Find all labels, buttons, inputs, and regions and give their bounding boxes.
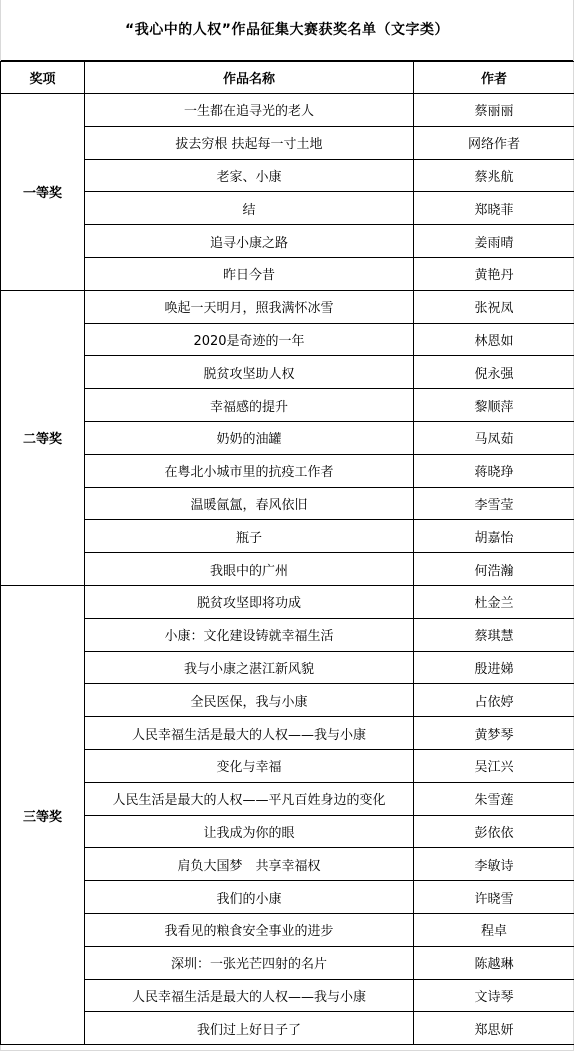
author-cell: 黄艳丹 [414, 257, 574, 290]
award-level-cell: 三等奖 [1, 585, 85, 1044]
work-title-cell: 我们过上好日子了 [85, 1012, 414, 1045]
work-title-cell: 变化与幸福 [85, 749, 414, 782]
author-cell: 林恩如 [414, 323, 574, 356]
author-cell: 张祝凤 [414, 290, 574, 323]
work-title-cell: 幸福感的提升 [85, 389, 414, 422]
work-title-cell: 一生都在追寻光的老人 [85, 94, 414, 127]
table-row [1, 815, 574, 848]
header-award: 奖项 [1, 62, 85, 94]
author-cell: 程卓 [414, 913, 574, 946]
table-body [1, 94, 574, 1045]
table-row [1, 159, 574, 192]
author-cell: 文诗琴 [414, 979, 574, 1012]
work-title-cell: 老家、小康 [85, 159, 414, 192]
author-cell: 郑晓菲 [414, 192, 574, 225]
author-cell: 占依婷 [414, 684, 574, 717]
work-title-cell: 让我成为你的眼 [85, 815, 414, 848]
author-cell: 黎顺萍 [414, 389, 574, 422]
author-cell: 彭依依 [414, 815, 574, 848]
table-row [1, 913, 574, 946]
author-cell: 殷进娣 [414, 651, 574, 684]
table-row [1, 290, 574, 323]
award-level-cell: 一等奖 [1, 94, 85, 291]
table-row [1, 389, 574, 422]
work-title-cell: 瓶子 [85, 520, 414, 553]
table-row [1, 487, 574, 520]
author-cell: 黄梦琴 [414, 717, 574, 750]
table-row [1, 782, 574, 815]
table-row [1, 454, 574, 487]
award-table [0, 61, 574, 1045]
table-row [1, 520, 574, 553]
table-row [1, 651, 574, 684]
work-title-cell: 人民幸福生活是最大的人权——我与小康 [85, 717, 414, 750]
author-cell: 李雪莹 [414, 487, 574, 520]
work-title-cell: 脱贫攻坚助人权 [85, 356, 414, 389]
table-row [1, 257, 574, 290]
author-cell: 马凤茹 [414, 421, 574, 454]
author-cell: 陈越琳 [414, 946, 574, 979]
work-title-cell: 昨日今昔 [85, 257, 414, 290]
work-title-cell: 唤起一天明月，照我满怀冰雪 [85, 290, 414, 323]
table-row [1, 94, 574, 127]
table-row [1, 1012, 574, 1045]
author-cell: 何浩瀚 [414, 553, 574, 586]
work-title-cell: 奶奶的油罐 [85, 421, 414, 454]
table-row [1, 585, 574, 618]
work-title-cell: 全民医保，我与小康 [85, 684, 414, 717]
table-row [1, 192, 574, 225]
author-cell: 吴江兴 [414, 749, 574, 782]
work-title-cell: 小康：文化建设铸就幸福生活 [85, 618, 414, 651]
table-row [1, 749, 574, 782]
work-title-cell: 深圳：一张光芒四射的名片 [85, 946, 414, 979]
table-row [1, 848, 574, 881]
work-title-cell: 我们的小康 [85, 881, 414, 914]
table-row [1, 881, 574, 914]
work-title-cell: 追寻小康之路 [85, 225, 414, 258]
author-cell: 朱雪莲 [414, 782, 574, 815]
table-row [1, 323, 574, 356]
author-cell: 蔡兆航 [414, 159, 574, 192]
author-cell: 姜雨晴 [414, 225, 574, 258]
author-cell: 蔡琪慧 [414, 618, 574, 651]
page-title: “我心中的人权”作品征集大赛获奖名单（文字类） [1, 0, 573, 61]
table-row [1, 979, 574, 1012]
work-title-cell: 在粤北小城市里的抗疫工作者 [85, 454, 414, 487]
work-title-cell: 人民幸福生活是最大的人权——我与小康 [85, 979, 414, 1012]
author-cell: 蒋晓琤 [414, 454, 574, 487]
author-cell: 郑思妍 [414, 1012, 574, 1045]
table-row [1, 717, 574, 750]
work-title-cell: 温暖氤氲，春风依旧 [85, 487, 414, 520]
table-row [1, 946, 574, 979]
header-work: 作品名称 [85, 62, 414, 94]
author-cell: 李敏诗 [414, 848, 574, 881]
author-cell: 网络作者 [414, 126, 574, 159]
work-title-cell: 我看见的粮食安全事业的进步 [85, 913, 414, 946]
author-cell: 杜金兰 [414, 585, 574, 618]
table-row [1, 684, 574, 717]
table-row [1, 421, 574, 454]
header-author: 作者 [414, 62, 574, 94]
award-level-cell: 二等奖 [1, 290, 85, 585]
author-cell: 倪永强 [414, 356, 574, 389]
author-cell: 蔡丽丽 [414, 94, 574, 127]
header-row [1, 62, 574, 94]
table-row [1, 618, 574, 651]
work-title-cell: 结 [85, 192, 414, 225]
table-row [1, 126, 574, 159]
table-row [1, 356, 574, 389]
work-title-cell: 拔去穷根 扶起每一寸土地 [85, 126, 414, 159]
work-title-cell: 人民生活是最大的人权——平凡百姓身边的变化 [85, 782, 414, 815]
author-cell: 许晓雪 [414, 881, 574, 914]
author-cell: 胡嘉怡 [414, 520, 574, 553]
work-title-cell: 我与小康之湛江新风貌 [85, 651, 414, 684]
work-title-cell: 2020是奇迹的一年 [85, 323, 414, 356]
table-row [1, 225, 574, 258]
work-title-cell: 脱贫攻坚即将功成 [85, 585, 414, 618]
table-row [1, 553, 574, 586]
work-title-cell: 肩负大国梦 共享幸福权 [85, 848, 414, 881]
work-title-cell: 我眼中的广州 [85, 553, 414, 586]
